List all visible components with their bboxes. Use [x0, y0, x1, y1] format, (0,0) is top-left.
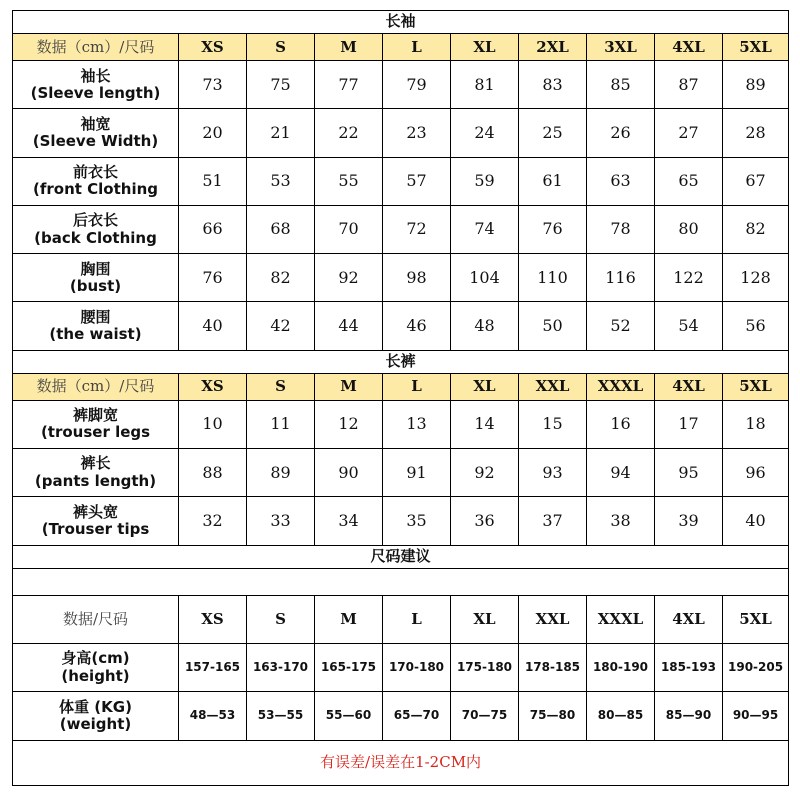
value-cell: 76: [519, 205, 587, 253]
row-label-en: (Sleeve length): [30, 83, 161, 102]
value-cell: 55: [315, 157, 383, 205]
size_advice-blank-row: [13, 568, 789, 595]
value-cell: 85—90: [655, 692, 723, 740]
value-cell: 73: [179, 61, 247, 109]
value-cell: 83: [519, 61, 587, 109]
long_pants-header-row: [13, 373, 789, 400]
row-label: [13, 109, 179, 157]
row-label-zh: 裤头宽: [72, 502, 118, 521]
size-header: S: [247, 373, 315, 400]
value-cell: 79: [383, 61, 451, 109]
size-header: L: [383, 595, 451, 643]
value-cell: 16: [587, 400, 655, 448]
size-header: 3XL: [587, 34, 655, 61]
row-label-en: (weight): [59, 714, 132, 733]
size-header: 5XL: [723, 34, 789, 61]
row-label: [13, 157, 179, 205]
value-cell: 80—85: [587, 692, 655, 740]
value-cell: 92: [315, 254, 383, 302]
value-cell: 36: [451, 497, 519, 545]
value-cell: 37: [519, 497, 587, 545]
size-header: 4XL: [655, 595, 723, 643]
value-cell: 22: [315, 109, 383, 157]
value-cell: 75—80: [519, 692, 587, 740]
row-label: [13, 61, 179, 109]
value-cell: 56: [723, 302, 789, 350]
size-header: 5XL: [723, 595, 789, 643]
value-cell: 51: [179, 157, 247, 205]
value-cell: 13: [383, 400, 451, 448]
value-cell: 92: [451, 449, 519, 497]
value-cell: 48—53: [179, 692, 247, 740]
table-row: [13, 400, 789, 448]
row-label-zh: 前衣长: [72, 163, 118, 182]
value-cell: 110: [519, 254, 587, 302]
row-label-zh: 后衣长: [72, 211, 118, 230]
value-cell: 74: [451, 205, 519, 253]
note-row: [13, 740, 789, 785]
value-cell: 48: [451, 302, 519, 350]
size-header: XXXL: [587, 373, 655, 400]
value-cell: 20: [179, 109, 247, 157]
row-label-zh: 袖宽: [80, 114, 111, 133]
long_sleeve-title-row: [13, 11, 789, 34]
row-label: [13, 205, 179, 253]
row-label-zh: 胸围: [80, 259, 111, 278]
value-cell: 27: [655, 109, 723, 157]
value-cell: 128: [723, 254, 789, 302]
value-cell: 25: [519, 109, 587, 157]
value-cell: 55—60: [315, 692, 383, 740]
value-cell: 57: [383, 157, 451, 205]
size-header: XS: [179, 34, 247, 61]
value-cell: 11: [247, 400, 315, 448]
value-cell: 28: [723, 109, 789, 157]
value-cell: 82: [723, 205, 789, 253]
value-cell: 185-193: [655, 644, 723, 692]
value-cell: 54: [655, 302, 723, 350]
row-label-en: (bust): [69, 276, 122, 295]
value-cell: 68: [247, 205, 315, 253]
value-cell: 33: [247, 497, 315, 545]
value-cell: 65: [655, 157, 723, 205]
size-header: M: [315, 34, 383, 61]
size-header: L: [383, 34, 451, 61]
value-cell: 163-170: [247, 644, 315, 692]
size-header: 4XL: [655, 34, 723, 61]
size-header: 4XL: [655, 373, 723, 400]
value-cell: 44: [315, 302, 383, 350]
value-cell: 42: [247, 302, 315, 350]
value-cell: 98: [383, 254, 451, 302]
size-header: M: [315, 373, 383, 400]
value-cell: 190-205: [723, 644, 789, 692]
value-cell: 157-165: [179, 644, 247, 692]
header-label: 数据（cm）/尺码: [13, 34, 179, 61]
value-cell: 66: [179, 205, 247, 253]
size-chart-body: [13, 11, 789, 786]
value-cell: 63: [587, 157, 655, 205]
table-row: [13, 449, 789, 497]
long_sleeve-header-row: [13, 34, 789, 61]
row-label-en: (trouser legs: [40, 423, 151, 442]
row-label-en: (front Clothing: [32, 180, 159, 199]
row-label-zh: 腰围: [80, 307, 111, 326]
value-cell: 90—95: [723, 692, 789, 740]
value-cell: 89: [247, 449, 315, 497]
value-cell: 61: [519, 157, 587, 205]
size-header: S: [247, 595, 315, 643]
row-label: [13, 302, 179, 350]
value-cell: 78: [587, 205, 655, 253]
row-label-zh: 身高(cm): [61, 649, 130, 668]
value-cell: 46: [383, 302, 451, 350]
long_sleeve-title: 长袖: [13, 11, 789, 34]
row-label-en: (back Clothing: [34, 228, 157, 247]
error-note: 有误差/误差在1-2CM内: [13, 740, 789, 785]
size-header: XS: [179, 373, 247, 400]
size-header: XXL: [519, 595, 587, 643]
value-cell: 52: [587, 302, 655, 350]
value-cell: 165-175: [315, 644, 383, 692]
table-row: [13, 157, 789, 205]
value-cell: 82: [247, 254, 315, 302]
value-cell: 70—75: [451, 692, 519, 740]
row-label-zh: 裤长: [80, 454, 111, 473]
value-cell: 122: [655, 254, 723, 302]
value-cell: 65—70: [383, 692, 451, 740]
row-label: [13, 644, 179, 692]
value-cell: 39: [655, 497, 723, 545]
value-cell: 89: [723, 61, 789, 109]
value-cell: 59: [451, 157, 519, 205]
row-label-zh: 袖长: [80, 66, 111, 85]
header-label: 数据（cm）/尺码: [13, 373, 179, 400]
table-row: [13, 497, 789, 545]
value-cell: 178-185: [519, 644, 587, 692]
value-cell: 93: [519, 449, 587, 497]
row-label: [13, 254, 179, 302]
value-cell: 35: [383, 497, 451, 545]
size-header: S: [247, 34, 315, 61]
size-header: XS: [179, 595, 247, 643]
value-cell: 104: [451, 254, 519, 302]
row-label: [13, 400, 179, 448]
table-row: [13, 109, 789, 157]
value-cell: 53—55: [247, 692, 315, 740]
blank-cell: [13, 568, 789, 595]
size-header: XL: [451, 34, 519, 61]
value-cell: 91: [383, 449, 451, 497]
size-header: XXXL: [587, 595, 655, 643]
value-cell: 53: [247, 157, 315, 205]
value-cell: 10: [179, 400, 247, 448]
table-row: [13, 302, 789, 350]
value-cell: 26: [587, 109, 655, 157]
size-header: XL: [451, 373, 519, 400]
value-cell: 77: [315, 61, 383, 109]
value-cell: 70: [315, 205, 383, 253]
size-header: XL: [451, 595, 519, 643]
row-label: [13, 692, 179, 740]
size_advice-title-row: [13, 545, 789, 568]
size-header: L: [383, 373, 451, 400]
value-cell: 80: [655, 205, 723, 253]
value-cell: 87: [655, 61, 723, 109]
value-cell: 18: [723, 400, 789, 448]
value-cell: 67: [723, 157, 789, 205]
size-header: M: [315, 595, 383, 643]
value-cell: 12: [315, 400, 383, 448]
value-cell: 85: [587, 61, 655, 109]
size_advice-title: 尺码建议: [13, 545, 789, 568]
table-row: [13, 254, 789, 302]
value-cell: 75: [247, 61, 315, 109]
value-cell: 175-180: [451, 644, 519, 692]
table-row: [13, 692, 789, 740]
value-cell: 88: [179, 449, 247, 497]
value-cell: 72: [383, 205, 451, 253]
value-cell: 17: [655, 400, 723, 448]
value-cell: 94: [587, 449, 655, 497]
size-header: 2XL: [519, 34, 587, 61]
value-cell: 15: [519, 400, 587, 448]
table-row: [13, 205, 789, 253]
row-label-zh: 体重 (KG): [59, 697, 132, 716]
size-header: XXL: [519, 373, 587, 400]
row-label-en: (the waist): [49, 325, 142, 344]
row-label-en: (Sleeve Width): [32, 132, 159, 151]
value-cell: 81: [451, 61, 519, 109]
value-cell: 50: [519, 302, 587, 350]
table-row: [13, 644, 789, 692]
size-header: 5XL: [723, 373, 789, 400]
row-label-zh: 裤脚宽: [72, 406, 118, 425]
table-row: [13, 61, 789, 109]
value-cell: 21: [247, 109, 315, 157]
long_pants-title: 长裤: [13, 350, 789, 373]
value-cell: 76: [179, 254, 247, 302]
row-label-en: (height): [61, 666, 130, 685]
header-label: 数据/尺码: [13, 595, 179, 643]
value-cell: 32: [179, 497, 247, 545]
value-cell: 38: [587, 497, 655, 545]
value-cell: 23: [383, 109, 451, 157]
value-cell: 40: [723, 497, 789, 545]
row-label-en: (pants length): [34, 471, 157, 490]
value-cell: 95: [655, 449, 723, 497]
size_advice-header-row: [13, 595, 789, 643]
value-cell: 24: [451, 109, 519, 157]
row-label: [13, 449, 179, 497]
value-cell: 90: [315, 449, 383, 497]
value-cell: 34: [315, 497, 383, 545]
row-label: [13, 497, 179, 545]
size-chart-table: [12, 10, 789, 786]
value-cell: 170-180: [383, 644, 451, 692]
value-cell: 96: [723, 449, 789, 497]
value-cell: 40: [179, 302, 247, 350]
long_pants-title-row: [13, 350, 789, 373]
row-label-en: (Trouser tips: [41, 519, 150, 538]
value-cell: 14: [451, 400, 519, 448]
value-cell: 180-190: [587, 644, 655, 692]
value-cell: 116: [587, 254, 655, 302]
